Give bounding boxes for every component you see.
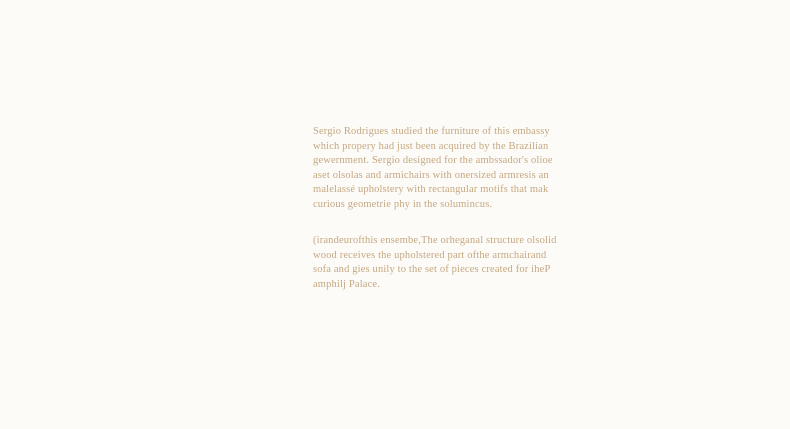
- paragraph-block-one: [313, 125, 563, 213]
- paragraph-one: Sergio Rodrigues studied the furniture of this embassy which propery had just been acquired by the Brazilian gewernment. Sergio designed for the ambssador's olioe aset olsolas and armichairs with onersized armresis an malelassé upholstery with rectangular motifs that mak curious geometrie phy in the solumincus.: [313, 126, 553, 210]
- paragraph-two: (irandeurofthis ensembe,The orheganal structure olsolid wood receives the upholstered part ofthe armchairand sofa and gies unily to the set of pieces created for iheP amphilj Palace.: [313, 235, 557, 290]
- paragraph-block-two: [313, 234, 563, 292]
